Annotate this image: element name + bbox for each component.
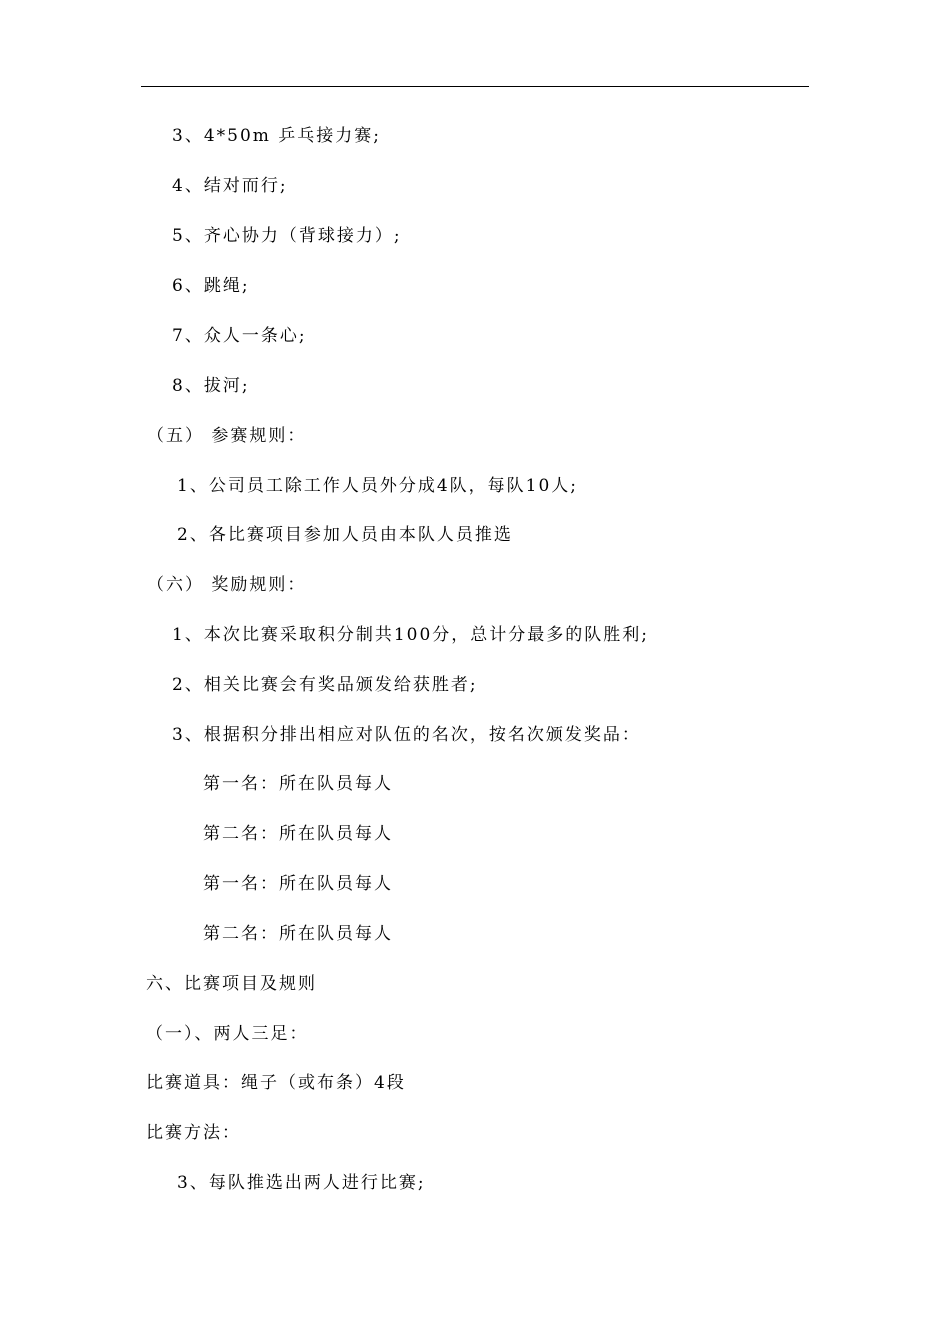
rule-1-teams: 1、公司员工除工作人员外分成4队，每队10人;	[177, 476, 578, 496]
item-3-pingpong-relay: 3、4*50m 乒乓接力赛;	[172, 126, 382, 146]
prize-second-place-repeat: 第二名：所在队员每人	[203, 924, 393, 944]
event-1-three-legged: （一）、两人三足：	[146, 1024, 309, 1044]
item-8-tug-of-war: 8、拔河;	[172, 376, 250, 396]
item-7-one-heart: 7、众人一条心;	[172, 326, 307, 346]
header-rule	[141, 86, 809, 87]
item-6-jump-rope: 6、跳绳;	[172, 276, 250, 296]
section-six-heading: 六、比赛项目及规则	[146, 974, 317, 994]
section-5-rules-heading: （五） 参赛规则：	[147, 426, 307, 446]
item-5-back-ball-relay: 5、齐心协力（背球接力）;	[172, 226, 402, 246]
award-1-points: 1、本次比赛采取积分制共100分，总计分最多的队胜利;	[172, 625, 649, 645]
prize-first-place: 第一名：所在队员每人	[203, 774, 393, 794]
item-4-pair-walk: 4、结对而行;	[172, 176, 288, 196]
prize-second-place: 第二名：所在队员每人	[203, 824, 393, 844]
section-6-awards-heading: （六） 奖励规则：	[147, 575, 307, 595]
method-step-3: 3、每队推选出两人进行比赛;	[177, 1173, 426, 1193]
event-props: 比赛道具：绳子（或布条）4段	[146, 1073, 406, 1093]
award-3-ranking: 3、根据积分排出相应对队伍的名次，按名次颁发奖品：	[172, 725, 641, 745]
prize-first-place-repeat: 第一名：所在队员每人	[203, 874, 393, 894]
event-method: 比赛方法：	[146, 1123, 241, 1143]
award-2-prizes: 2、相关比赛会有奖品颁发给获胜者;	[172, 675, 478, 695]
rule-2-selection: 2、各比赛项目参加人员由本队人员推选	[177, 525, 513, 545]
